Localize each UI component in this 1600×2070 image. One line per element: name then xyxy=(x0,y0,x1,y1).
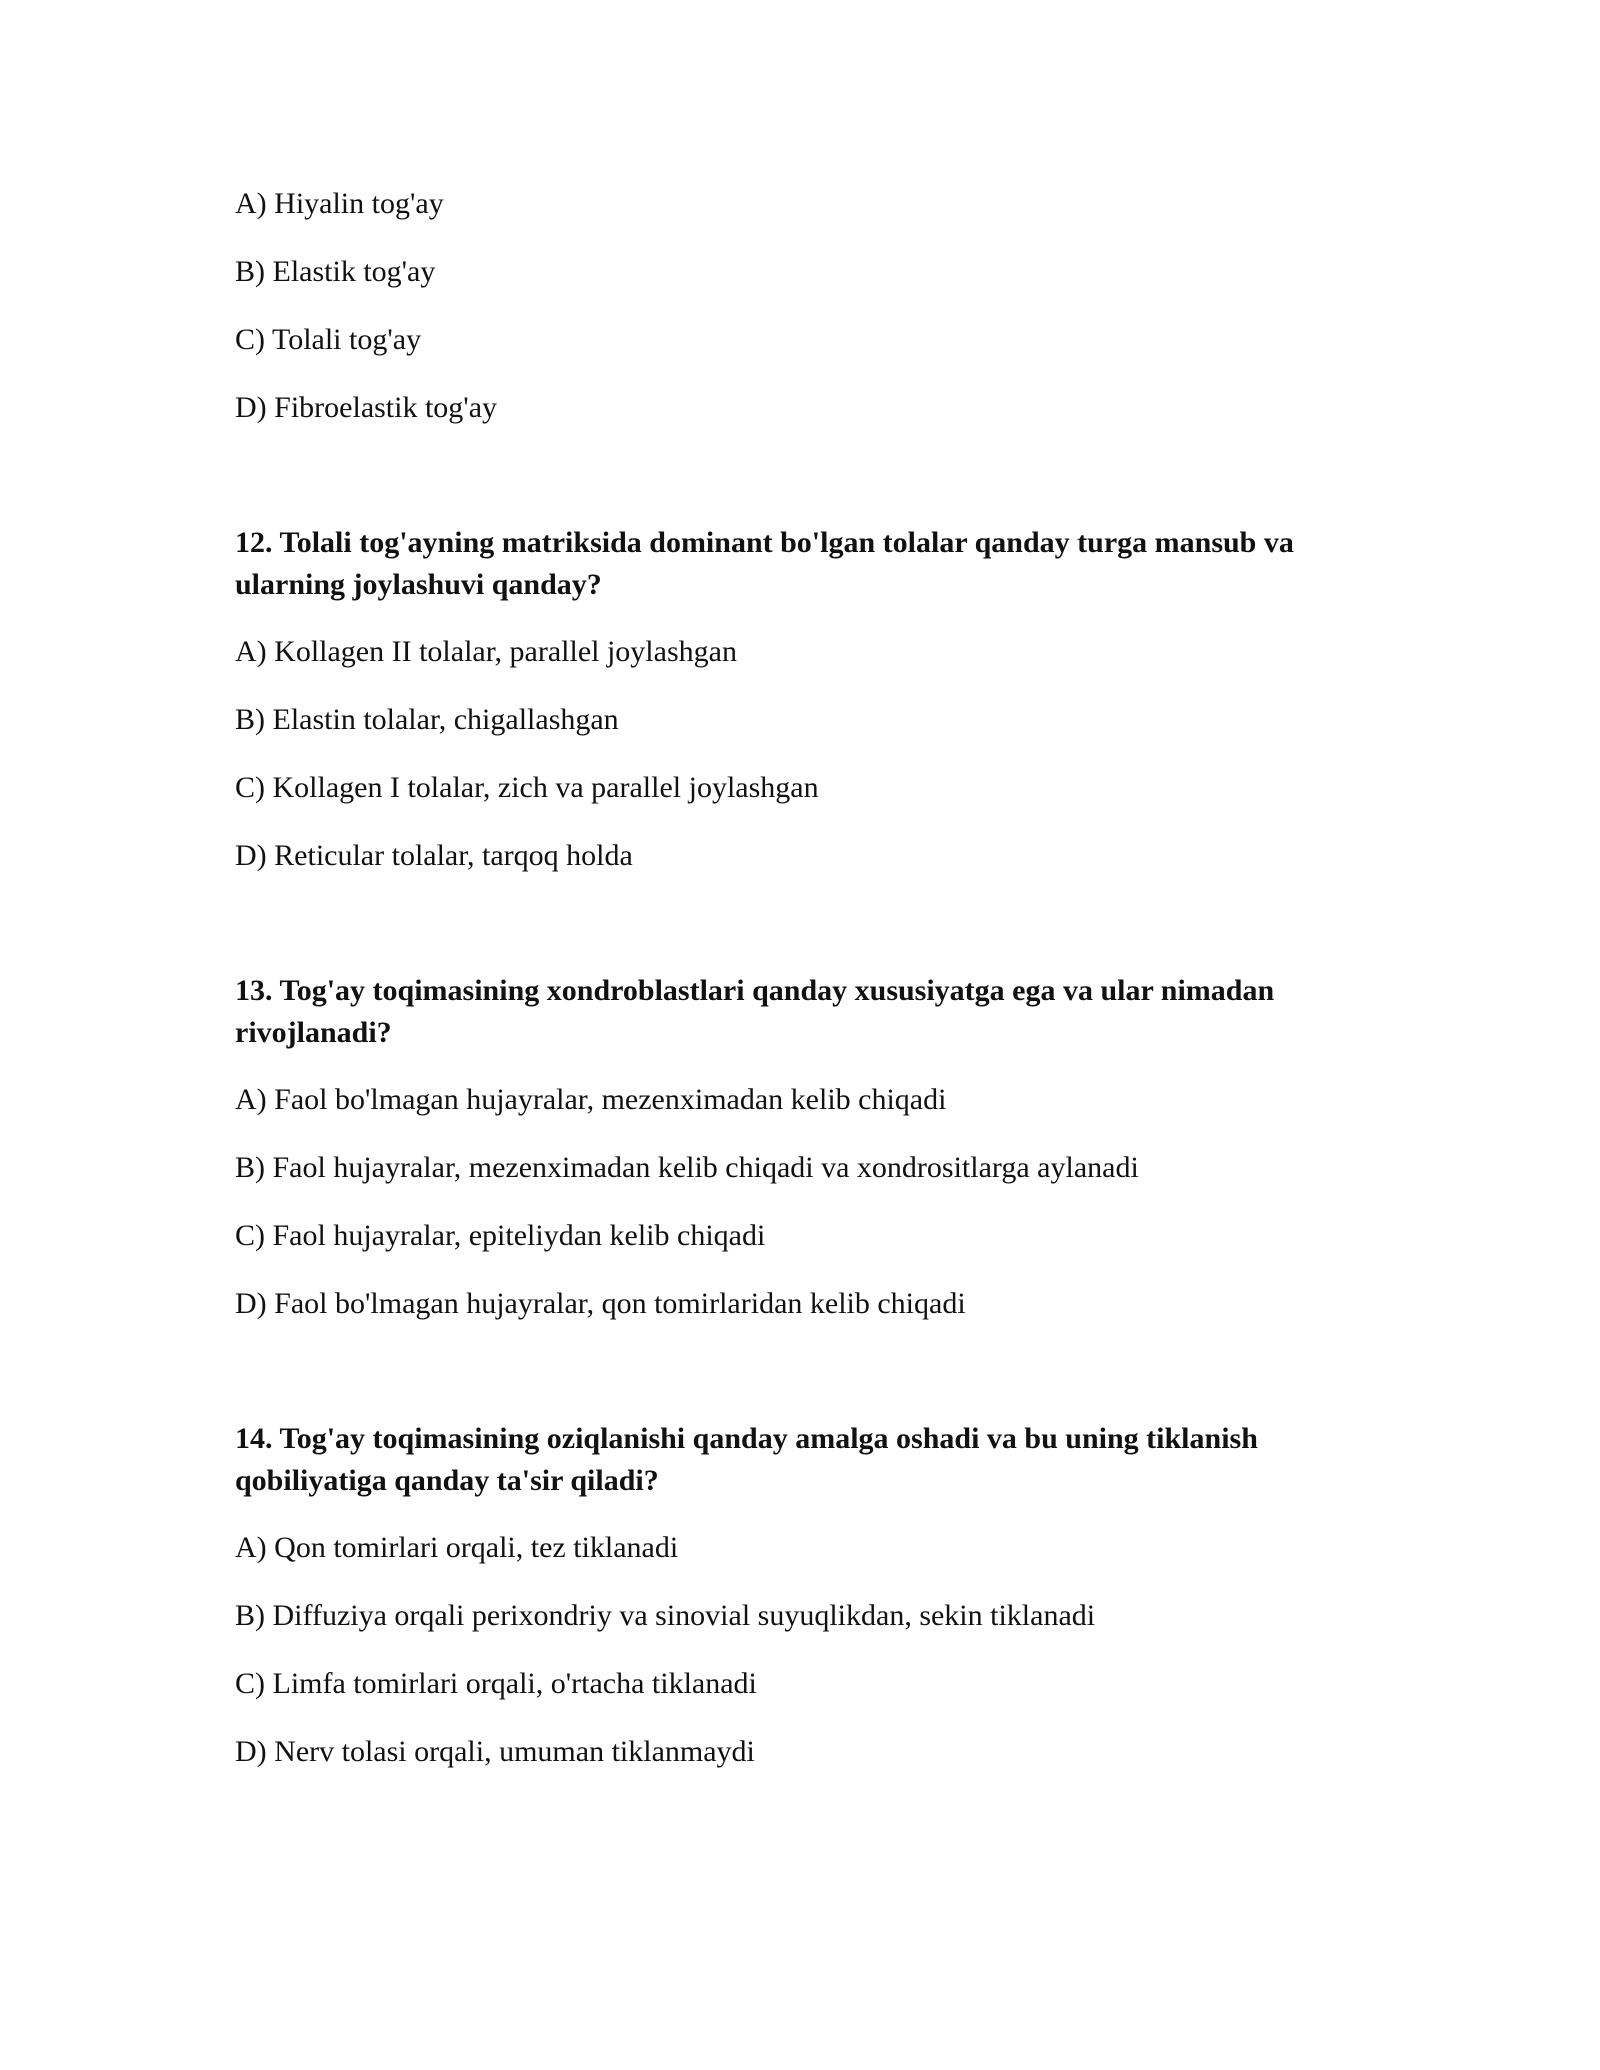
option-c: C) Faol hujayralar, epiteliydan kelib chiqadi xyxy=(235,1219,766,1252)
option-a: A) Hiyalin tog'ay xyxy=(235,187,444,220)
block-spacer xyxy=(235,904,1375,970)
block-spacer xyxy=(235,1352,1375,1418)
question-block-12 xyxy=(235,522,1375,876)
option-d: D) Nerv tolasi orqali, umuman tiklanmaydi xyxy=(235,1735,755,1768)
option-c: C) Limfa tomirlari orqali, o'rtacha tiklanadi xyxy=(235,1667,757,1700)
question-text: 13. Tog'ay toqimasining xondroblastlari qanday xususiyatga ega va ular nimadan rivojlanadi? xyxy=(235,974,1275,1049)
option-d: D) Reticular tolalar, tarqoq holda xyxy=(235,839,633,872)
option-a: A) Kollagen II tolalar, parallel joylashgan xyxy=(235,635,737,668)
question-block-14 xyxy=(235,1418,1375,1772)
option-b: B) Elastik tog'ay xyxy=(235,255,436,288)
option-b: B) Faol hujayralar, mezenximadan kelib chiqadi va xondrositlarga aylanadi xyxy=(235,1151,1139,1184)
option-d: D) Fibroelastik tog'ay xyxy=(235,391,498,424)
option-c: C) Tolali tog'ay xyxy=(235,323,422,356)
option-c: C) Kollagen I tolalar, zich va parallel joylashgan xyxy=(235,771,819,804)
question-text: 12. Tolali tog'ayning matriksida dominant bo'lgan tolalar qanday turga mansub va ularning joylashuvi qanday? xyxy=(235,526,1294,601)
option-a: A) Qon tomirlari orqali, tez tiklanadi xyxy=(235,1531,679,1564)
option-b: B) Elastin tolalar, chigallashgan xyxy=(235,703,619,736)
question-block-11-options xyxy=(235,184,1375,428)
question-text: 14. Tog'ay toqimasining oziqlanishi qanday amalga oshadi va bu uning tiklanish qobiliyatiga qanday ta'sir qiladi? xyxy=(235,1422,1258,1497)
option-b: B) Diffuziya orqali perixondriy va sinovial suyuqlikdan, sekin tiklanadi xyxy=(235,1599,1096,1632)
option-d: D) Faol bo'lmagan hujayralar, qon tomirlaridan kelib chiqadi xyxy=(235,1287,966,1320)
option-a: A) Faol bo'lmagan hujayralar, mezenximadan kelib chiqadi xyxy=(235,1083,947,1116)
block-spacer xyxy=(235,456,1375,522)
document-content xyxy=(235,184,1375,1800)
question-block-13 xyxy=(235,970,1375,1324)
